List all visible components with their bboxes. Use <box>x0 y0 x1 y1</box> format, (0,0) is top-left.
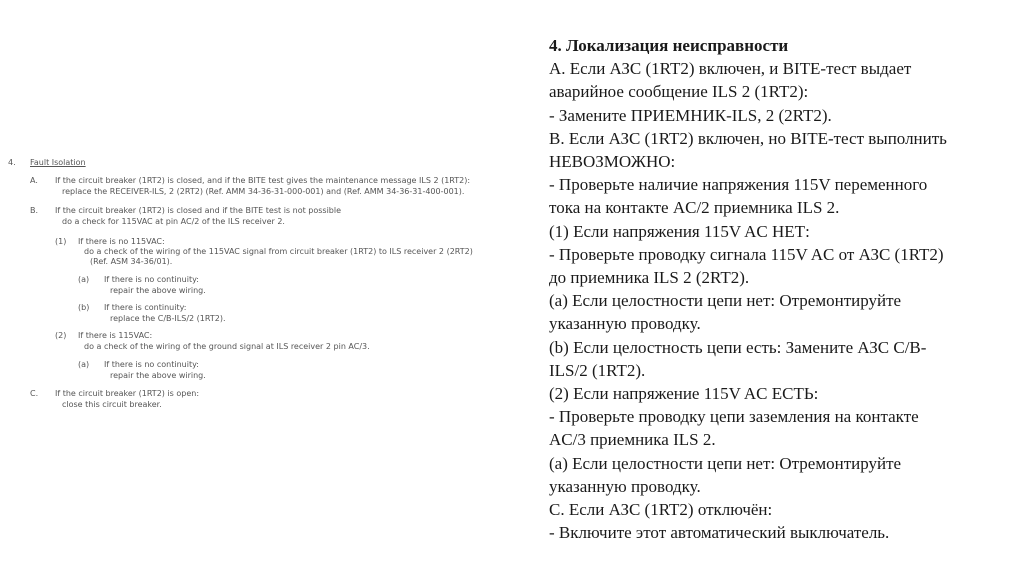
item-1-text: If there is no 115VAC: <box>78 237 165 246</box>
item-a-text: If the circuit breaker (1RT2) is closed, and if the BITE test gives the maintenance message ILS 2 (1RT2): <box>55 176 471 185</box>
translation-line: В. Если АЗС (1RT2) включен, но BITE-тест выполнить <box>549 128 947 148</box>
item-1-reference: (Ref. ASM 34-36/01). <box>90 257 173 266</box>
item-c-text: If the circuit breaker (1RT2) is open: <box>55 389 200 398</box>
item-1-number: (1) <box>55 237 67 246</box>
section-number: 4. <box>8 158 16 167</box>
item-a-letter: A. <box>30 176 38 185</box>
translation-line: ILS/2 (1RT2). <box>549 360 646 380</box>
translation-line: - Включите этот автоматический выключатель. <box>549 523 890 543</box>
item-b-text: If the circuit breaker (1RT2) is closed and if the BITE test is not possible <box>55 206 342 215</box>
item-2-number: (2) <box>55 331 67 340</box>
translation-title: 4. Локализация неисправности <box>549 36 789 55</box>
item-c-action: close this circuit breaker. <box>62 400 162 409</box>
translation-line: - Замените ПРИЕМНИК-ILS, 2 (2RT2). <box>549 105 832 125</box>
translation-line: НЕВОЗМОЖНО: <box>549 152 676 172</box>
translation-line: указанную проводку. <box>549 476 701 496</box>
translation-line: (a) Если целостности цепи нет: Отремонтируйте <box>549 291 902 311</box>
translation-line: указанную проводку. <box>549 314 701 334</box>
translation-line: С. Если АЗС (1RT2) отключён: <box>549 500 773 520</box>
translation-line: (a) Если целостности цепи нет: Отремонтируйте <box>549 453 902 473</box>
item-2a-letter: (a) <box>78 360 90 369</box>
item-2a-text: If there is no continuity: <box>104 360 199 369</box>
translation-line: аварийное сообщение ILS 2 (1RT2): <box>549 82 809 102</box>
item-2-text: If there is 115VAC: <box>78 331 153 340</box>
scanned-manual-excerpt <box>0 150 520 420</box>
translation-line: AC/3 приемника ILS 2. <box>549 430 716 450</box>
item-c-letter: C. <box>30 389 39 398</box>
section-title: Fault Isolation <box>30 158 86 167</box>
translation-line: (1) Если напряжения 115V AC НЕТ: <box>549 221 810 241</box>
russian-translation <box>549 34 1009 544</box>
item-a-action: replace the RECEIVER-ILS, 2 (2RT2) (Ref. AMM 34-36-31-000-001) and (Ref. AMM 34-36-31-400-001). <box>62 187 465 196</box>
item-b-action: do a check for 115VAC at pin AC/2 of the ILS receiver 2. <box>62 217 285 226</box>
translation-line: тока на контакте AC/2 приемника ILS 2. <box>549 198 840 218</box>
translation-line: (b) Если целостность цепи есть: Замените АЗС C/B- <box>549 337 927 357</box>
item-2-action: do a check of the wiring of the ground signal at ILS receiver 2 pin AC/3. <box>84 342 370 351</box>
item-1b-letter: (b) <box>78 303 90 312</box>
translation-line: - Проверьте наличие напряжения 115V переменного <box>549 175 928 195</box>
translation-line: А. Если АЗС (1RT2) включен, и BITE-тест выдает <box>549 59 912 79</box>
translation-line: (2) Если напряжение 115V AC ЕСТЬ: <box>549 384 819 404</box>
item-1a-text: If there is no continuity: <box>104 275 199 284</box>
item-1-action: do a check of the wiring of the 115VAC signal from circuit breaker (1RT2) to ILS receiver 2 (2RT2) <box>84 247 473 256</box>
translation-line: до приемника ILS 2 (2RT2). <box>549 268 750 288</box>
item-1b-action: replace the C/B-ILS/2 (1RT2). <box>110 314 226 323</box>
item-1a-action: repair the above wiring. <box>110 286 206 295</box>
item-1a-letter: (a) <box>78 275 90 284</box>
item-1b-text: If there is continuity: <box>104 303 187 312</box>
item-b-letter: B. <box>30 206 39 215</box>
item-2a-action: repair the above wiring. <box>110 371 206 380</box>
translation-line: - Проверьте проводку сигнала 115V AC от АЗС (1RT2) <box>549 244 944 264</box>
translation-line: - Проверьте проводку цепи заземления на контакте <box>549 407 919 427</box>
